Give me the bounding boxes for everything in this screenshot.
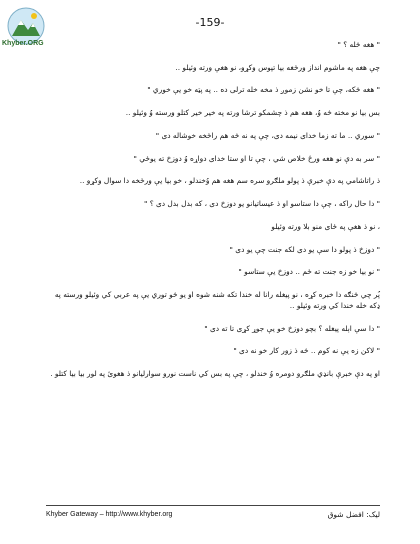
paragraph: " هغه څله ؟ " [337, 40, 380, 49]
paragraph: ذ راتاشامي په دې خبرې ذ پولو ملګرو سره سم هغه هم وُخندلو ، خو بیا یې ورځخه دا سوال وکړو .. [79, 176, 380, 186]
document-body [46, 40, 380, 392]
footer-author: لیک: افضل شوق [327, 510, 380, 519]
paragraph: " دا سې اېله پیغله ؟ بچو دوزخ خو یې جوړ کړی تا ته دی " [204, 323, 380, 333]
footer-website: Khyber Gateway – http://www.khyber.org [46, 511, 173, 518]
paragraph: " دوزخ ذ پولو دا سې یو دی لکه جنت چې یو دی " [229, 244, 380, 254]
paragraph: " سوري .. ما ته زما خدای نیمه دی، چې په نه څه هم راځخه خوشاله دی " [155, 130, 380, 140]
paragraph: پُر چي څنګه دا خبره کړه ، نو پیغله رانا له خندا تکه شنه شوه او یو څو توري یې په عربي کي وئیلو ورسته په ډکه خله خندا کي ورته وئیلو .. [54, 290, 380, 310]
paragraph: " هغه څکه، چې تا خو نشن زموږ ذ مخه خله ترلی ده .. په پټه خو یې خوري " [147, 85, 380, 95]
logo-text: Khyber.ORG [2, 40, 44, 47]
paragraph: چې هغه په ماشوم انداز ورځغه بیا تپوس وکړو، نو هغې ورته وئیلو .. [175, 62, 380, 72]
footer-divider [46, 505, 380, 506]
paragraph: او په دې خبرې بانډي ملګرو دومره وُ خندلو ، چې په بس کي ناست نورو سوارلیانو ذ هغوئ په لور بیا بیا کتلو . [50, 369, 380, 379]
paragraph: " سر به دې نو هغه ورځ خلاص شي ، چې تا او ستا خدای دواړه وُ دوزخ ته یوځي " [133, 153, 380, 163]
page-number: -159- [195, 16, 225, 29]
paragraph: " دا حال راکه ، چې دا ستاسو او ذ عیساتیانو یو دوزخ دی ، که بدل بدل دی ؟ " [143, 199, 380, 209]
paragraph: بس بیا نو مخته څه وُ، هغه هم ذ چشمکو ترشا ورته په خیر خیر کتلو ورسته وُ وئیلو .. [125, 108, 380, 118]
paragraph: " لاکن زه یې نه کوم .. څه ذ زور کار خو نه دی " [233, 346, 380, 356]
paragraph: ، نو ذ هغې په ځای منو بلا ورته وئیلو [271, 221, 380, 231]
paragraph: " نو بیا خو زه جنت ته ځم .. دوزخ یې ستاسو " [238, 267, 380, 277]
